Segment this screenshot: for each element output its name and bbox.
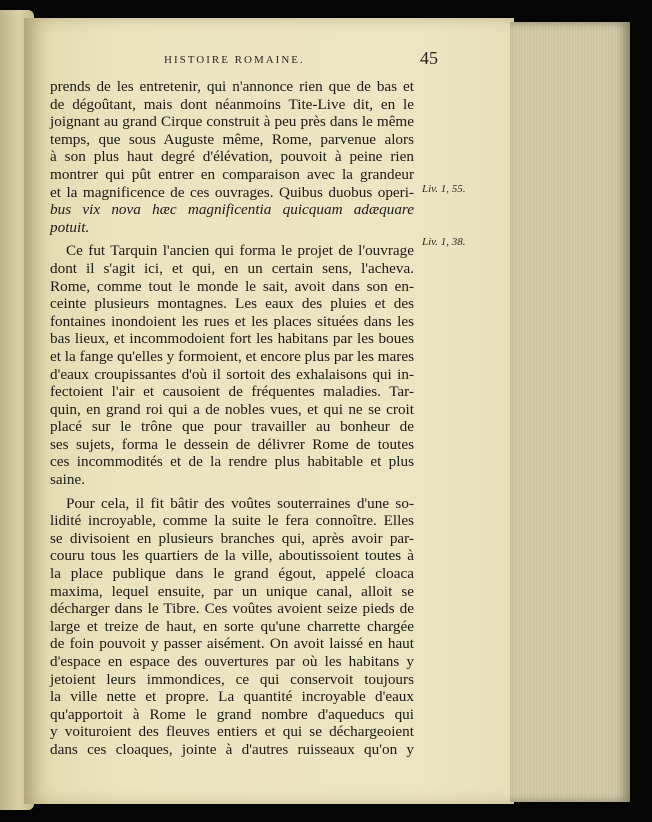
text-line: ceinte plusieurs montagnes. Les eaux des pluies et des (50, 295, 414, 313)
text-line: décharger dans le Tibre. Ces voûtes avoient seize pieds de (50, 600, 414, 618)
text-line: bus vix nova hæc magnificentia quicquam adæquare (50, 201, 414, 219)
text-line: à son plus haut degré d'élévation, pouvoit à peine rien (50, 148, 414, 166)
text-line: temps, que sous Auguste même, Rome, parvenue alors (50, 130, 414, 148)
text-line: la place publique dans le grand égout, appelé cloaca (50, 565, 414, 583)
text-line: ces incommodités et de la rendre plus habitable et plus (50, 453, 414, 471)
text-line: dans ces cloaques, jointe à d'autres ruisseaux qu'on y (50, 740, 414, 758)
text-line: prends de les entretenir, qui n'annonce rien que de bas et (50, 78, 414, 95)
text-line: fontaines inondoient les rues et les places situées dans les (50, 312, 414, 330)
text-line: large et treize de haut, en sorte qu'une charrette chargée (50, 617, 414, 635)
body-text (50, 78, 414, 759)
text-line: de dégoûtant, mais dont néanmoins Tite-Live dit, en le (50, 95, 414, 113)
text-line: se divisoient en plusieurs branches qui, après avoir par- (50, 529, 414, 547)
text-line: couru tous les quartiers de la ville, aboutissoient toutes à (50, 547, 414, 565)
text-line: et la fange qu'elles y formoient, et encore plus par les mares (50, 347, 414, 365)
text-line: d'eaux croupissantes d'où il sortoit des exhalaisons qui in- (50, 365, 414, 383)
text-line: dont il s'agit ici, et qui, en un certain sens, l'acheva. (50, 259, 414, 277)
text-line: la ville nette et propre. La quantité incroyable d'eaux (50, 688, 414, 706)
page-number: 45 (420, 48, 438, 68)
text-line: maxima, lequel ensuite, par un unique canal, alloit se (50, 582, 414, 600)
text-line: qu'apportoit à Rome le grand nombre d'aqueducs qui (50, 705, 414, 723)
text-line: Pour cela, il fit bâtir des voûtes souterraines d'une so- (66, 494, 414, 512)
text-line: montrer qui pût entrer en comparaison avec la grandeur (50, 165, 414, 183)
text-line: de foin pouvoit y passer aisément. On avoit laissé en haut (50, 635, 414, 653)
text-line: y voituroient des fleuves entiers et qui se déchargeoient (50, 723, 414, 741)
text-line: placé sur le trône que pour travailler au bonheur de (50, 418, 414, 436)
text-line: d'espace en espace des ouvertures par où les habitans y (50, 653, 414, 670)
page-block-edges (510, 22, 630, 802)
text-line: ses sujets, forma le dessein de délivrer Rome de toutes (50, 435, 414, 453)
text-line: lidité incroyable, comme la suite le fera connoître. Elles (50, 512, 414, 530)
text-line: quin, en grand roi qui a de nobles vues, et qui ne se croit (50, 400, 414, 418)
margin-note: Liv. 1, 38. (422, 236, 466, 248)
text-line: Rome, comme tout le monde le sait, avoit dans son en- (50, 277, 414, 295)
text-line: potuit. (50, 218, 90, 236)
text-line: bas lieux, et incommodoient fort les habitans par les boues (50, 330, 414, 348)
text-line: jetoient leurs immondices, ce qui conservoit toujours (50, 670, 414, 688)
text-line: Ce fut Tarquin l'ancien qui forma le projet de l'ouvrage (66, 242, 414, 260)
text-line: joignant au grand Cirque construit à peu près dans le même (50, 113, 414, 131)
text-line: saine. (50, 471, 86, 489)
running-head: HISTOIRE ROMAINE. (164, 54, 305, 66)
text-line: fectoient l'air et causoient de fréquentes maladies. Tar- (50, 383, 414, 401)
text-line: et la magnificence de ces ouvrages. Quibus duobus operi- (50, 183, 414, 201)
margin-note: Liv. 1, 55. (422, 183, 466, 195)
